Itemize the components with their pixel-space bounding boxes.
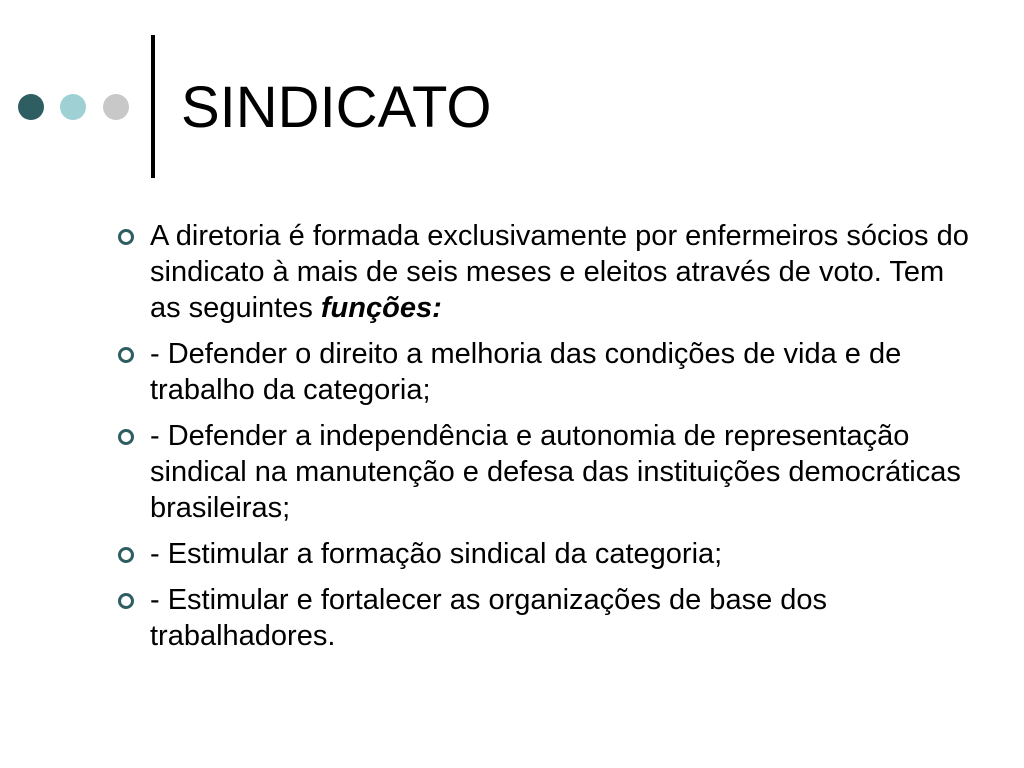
- bullet-text: - Estimular e fortalecer as organizações de base dos trabalhadores.: [150, 584, 828, 652]
- ring-bullet-icon: [118, 547, 134, 563]
- bullet-text: - Defender a independência e autonomia de representação sindical na manutenção e defesa das instituições democráticas brasileiras;: [150, 420, 961, 524]
- bullet-text: - Defender o direito a melhoria das condições de vida e de trabalho da categoria;: [150, 338, 902, 406]
- ring-bullet-icon: [118, 347, 134, 363]
- gray-dot-icon: [103, 94, 129, 120]
- bullet-emphasis: funções:: [320, 292, 442, 324]
- bullet-list: [118, 218, 978, 664]
- bullet-item-defender-independencia: [118, 418, 978, 526]
- dark-teal-dot-icon: [18, 94, 44, 120]
- bullet-item-estimular-formacao: [118, 536, 978, 572]
- bullet-item-intro: [118, 218, 978, 326]
- ring-bullet-icon: [118, 429, 134, 445]
- ring-bullet-icon: [118, 593, 134, 609]
- ring-bullet-icon: [118, 229, 134, 245]
- bullet-text: - Estimular a formação sindical da categoria;: [150, 538, 723, 570]
- title-divider: [151, 35, 155, 178]
- bullet-item-estimular-organizacoes: [118, 582, 978, 654]
- slide-title: SINDICATO: [181, 75, 492, 140]
- bullet-text: A diretoria é formada exclusivamente por enfermeiros sócios do sindicato à mais de seis meses e eleitos através de voto. Tem as seguintes: [150, 220, 969, 324]
- decorative-dots: [0, 0, 140, 200]
- bullet-item-defender-direito: [118, 336, 978, 408]
- light-teal-dot-icon: [60, 94, 86, 120]
